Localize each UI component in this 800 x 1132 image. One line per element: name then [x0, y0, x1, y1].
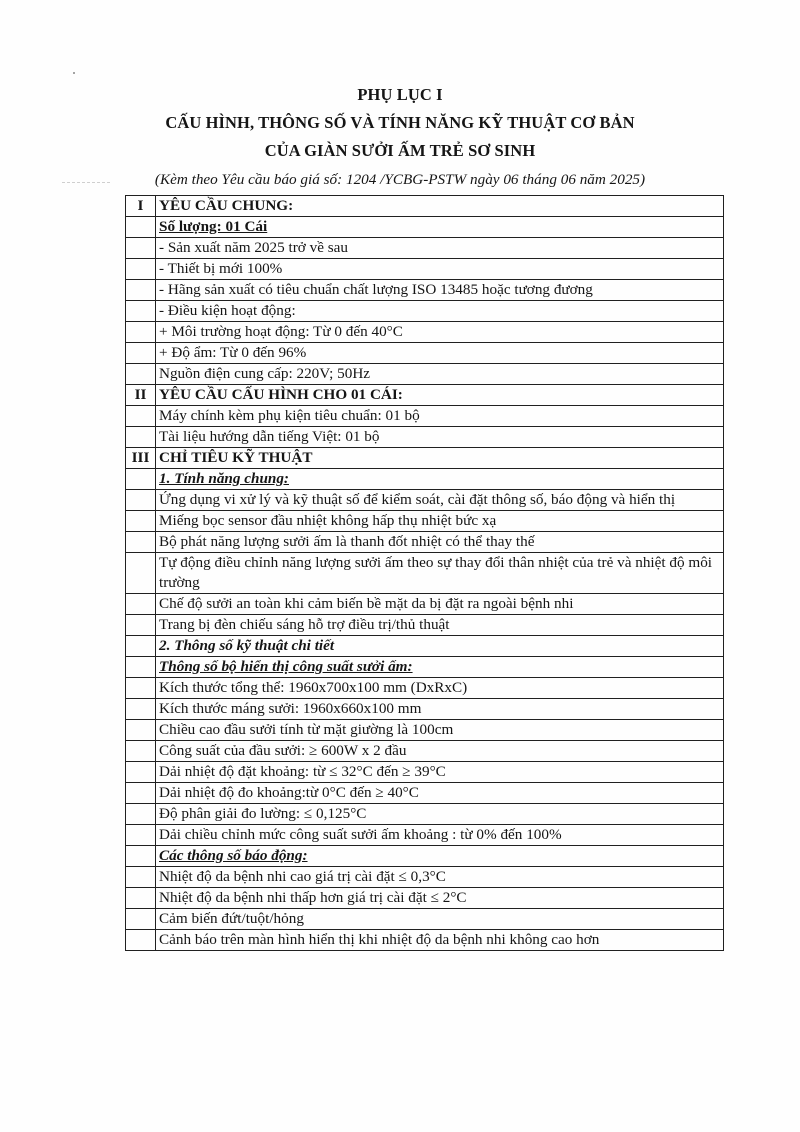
table-row	[126, 427, 724, 448]
table-row	[126, 301, 724, 322]
table-row	[126, 867, 724, 888]
table-cell: + Độ ẩm: Từ 0 đến 96%	[156, 343, 724, 364]
table-cell: Cảm biến đứt/tuột/hỏng	[156, 909, 724, 930]
table-row	[126, 280, 724, 301]
table-row	[126, 636, 724, 657]
table-row	[126, 238, 724, 259]
table-cell: Miếng bọc sensor đầu nhiệt không hấp thụ nhiệt bức xạ	[156, 511, 724, 532]
table-cell: - Sản xuất năm 2025 trở về sau	[156, 238, 724, 259]
document-title-line-1: CẤU HÌNH, THÔNG SỐ VÀ TÍNH NĂNG KỸ THUẬT CƠ BẢN	[165, 113, 635, 132]
table-row	[126, 804, 724, 825]
group-heading: Các thông số báo động:	[156, 846, 724, 867]
table-row	[126, 846, 724, 867]
table-row	[126, 553, 724, 594]
table-cell: Kích thước máng sưởi: 1960x660x100 mm	[156, 699, 724, 720]
table-cell: Chế độ sưởi an toàn khi cảm biến bề mặt da bị đặt ra ngoài bệnh nhi	[156, 594, 724, 615]
section-row-configuration	[126, 385, 724, 406]
table-row	[126, 469, 724, 490]
table-cell: Chiều cao đầu sưởi tính từ mặt giường là 100cm	[156, 720, 724, 741]
table-row	[126, 343, 724, 364]
table-cell: Tự động điều chỉnh năng lượng sưởi ấm theo sự thay đổi thân nhiệt của trẻ và nhiệt độ môi trường	[156, 553, 724, 594]
table-cell: - Hãng sản xuất có tiêu chuẩn chất lượng ISO 13485 hoặc tương đương	[156, 280, 724, 301]
table-row	[126, 909, 724, 930]
table-cell: + Môi trường hoạt động: Từ 0 đến 40°C	[156, 322, 724, 343]
table-row	[126, 217, 724, 238]
table-row	[126, 657, 724, 678]
table-row	[126, 678, 724, 699]
table-cell: Bộ phát năng lượng sưởi ấm là thanh đốt nhiệt có thể thay thế	[156, 532, 724, 553]
table-row	[126, 364, 724, 385]
scan-speck	[73, 72, 75, 74]
table-row	[126, 532, 724, 553]
specification-table	[125, 195, 724, 951]
table-row	[126, 930, 724, 951]
table-row	[126, 741, 724, 762]
table-cell: Độ phân giải đo lường: ≤ 0,125°C	[156, 804, 724, 825]
table-cell: Tài liệu hướng dẫn tiếng Việt: 01 bộ	[156, 427, 724, 448]
section-title: CHỈ TIÊU KỸ THUẬT	[156, 448, 724, 469]
subsection-heading: 2. Thông số kỹ thuật chi tiết	[156, 636, 724, 657]
table-cell: Máy chính kèm phụ kiện tiêu chuẩn: 01 bộ	[156, 406, 724, 427]
table-cell: Nhiệt độ da bệnh nhi thấp hơn giá trị cài đặt ≤ 2°C	[156, 888, 724, 909]
table-row	[126, 511, 724, 532]
table-cell: Kích thước tổng thể: 1960x700x100 mm (DxRxC)	[156, 678, 724, 699]
section-number: II	[126, 385, 156, 406]
table-row	[126, 762, 724, 783]
quantity-label: Số lượng: 01 Cái	[156, 217, 724, 238]
table-row	[126, 615, 724, 636]
section-title: YÊU CẦU CẤU HÌNH CHO 01 CÁI:	[156, 385, 724, 406]
appendix-title: PHỤ LỤC I	[357, 85, 443, 104]
document-subtitle: (Kèm theo Yêu cầu báo giá số: 1204 /YCBG-PSTW ngày 06 tháng 06 năm 2025)	[154, 171, 646, 188]
table-cell: - Thiết bị mới 100%	[156, 259, 724, 280]
section-number: I	[126, 196, 156, 217]
table-row	[126, 888, 724, 909]
table-cell: Nguồn điện cung cấp: 220V; 50Hz	[156, 364, 724, 385]
table-row	[126, 825, 724, 846]
table-row	[126, 322, 724, 343]
table-row	[126, 259, 724, 280]
section-title: YÊU CẦU CHUNG:	[156, 196, 724, 217]
section-number: III	[126, 448, 156, 469]
table-cell: Ứng dụng vi xử lý và kỹ thuật số để kiểm soát, cài đặt thông số, báo động và hiển thị	[156, 490, 724, 511]
table-cell: Dải chiều chỉnh mức công suất sưởi ấm khoảng : từ 0% đến 100%	[156, 825, 724, 846]
table-row	[126, 783, 724, 804]
group-heading: Thông số bộ hiển thị công suất sưởi ấm:	[156, 657, 724, 678]
section-row-general	[126, 196, 724, 217]
table-row	[126, 699, 724, 720]
table-cell: Cảnh báo trên màn hình hiển thị khi nhiệt độ da bệnh nhi không cao hơn	[156, 930, 724, 951]
table-cell: Nhiệt độ da bệnh nhi cao giá trị cài đặt ≤ 0,3°C	[156, 867, 724, 888]
table-row	[126, 720, 724, 741]
table-cell: - Điều kiện hoạt động:	[156, 301, 724, 322]
table-cell: Công suất của đầu sưởi: ≥ 600W x 2 đầu	[156, 741, 724, 762]
table-cell: Dải nhiệt độ đo khoảng:từ 0°C đến ≥ 40°C	[156, 783, 724, 804]
document-title-line-2: CỦA GIÀN SƯỞI ẤM TRẺ SƠ SINH	[264, 141, 536, 160]
subsection-heading: 1. Tính năng chung:	[156, 469, 724, 490]
section-row-technical	[126, 448, 724, 469]
table-row	[126, 490, 724, 511]
table-row	[126, 594, 724, 615]
table-cell: Trang bị đèn chiếu sáng hỗ trợ điều trị/thủ thuật	[156, 615, 724, 636]
table-cell: Dải nhiệt độ đặt khoảng: từ ≤ 32°C đến ≥ 39°C	[156, 762, 724, 783]
table-row	[126, 406, 724, 427]
